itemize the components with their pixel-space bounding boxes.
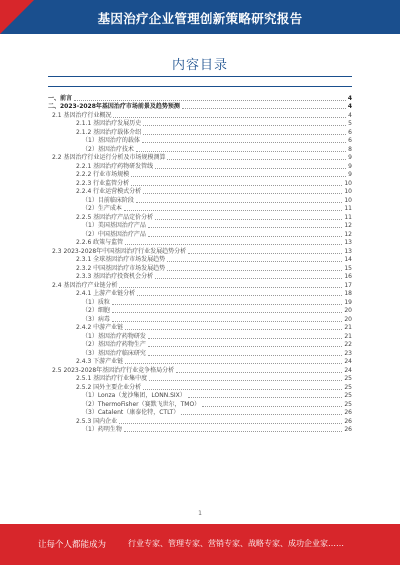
toc-leader-dots [202,406,342,407]
toc-entry[interactable] [48,417,352,426]
toc-entry[interactable] [48,409,352,418]
toc-entry[interactable] [48,426,352,435]
toc-entry-page: 11 [344,213,352,221]
toc-leader-dots [142,142,346,143]
toc-entry-page: 17 [344,281,352,289]
toc-leader-dots [188,397,343,398]
toc-entry-label: 2.3.3 基因治疗投资机会分析 [76,273,154,280]
toc-entry-label: （1）美国基因治疗产品 [82,222,146,229]
toc-entry-page: 21 [344,324,352,331]
toc-entry-label: （3）Catalent（康泰伦特，CTLT） [82,409,180,416]
toc-entry-label: （1）质粒 [82,298,110,306]
toc-title: 内容目录 [171,58,228,73]
toc-entry[interactable] [48,375,352,384]
toc-leader-dots [124,210,343,211]
toc-entry-label: 2.5 2023-2028年基因治疗行业竞争格局分析 [52,366,175,374]
toc-leader-dots [148,236,343,237]
toc-entry-page: 26 [344,409,352,416]
toc-entry[interactable] [48,213,352,222]
toc-entry-page: 9 [348,171,352,178]
toc-entry[interactable] [48,120,352,129]
toc-entry-page: 26 [344,426,352,433]
toc-leader-dots [148,227,343,228]
toc-entry[interactable] [48,154,352,163]
toc-entry-label: 2.2.3 行业监管分析 [76,179,130,187]
toc-leader-dots [176,372,342,373]
toc-entry-page: 4 [348,111,352,119]
toc-entry-label: （3）病毒 [82,315,110,323]
toc-entry[interactable] [48,341,352,350]
toc-entry[interactable] [48,94,352,103]
toc-entry-page: 6 [348,128,352,136]
footer-slogan-left: 让每个人都能成为 [38,540,107,550]
toc-entry-page: 19 [344,298,352,306]
toc-leader-dots [112,304,343,305]
toc-entry[interactable] [48,332,352,341]
toc-entry-page: 26 [344,417,352,425]
toc-leader-dots [131,185,342,186]
toc-entry-label: 2.4 基因治疗产业链分析 [52,281,118,289]
toc-leader-dots [182,108,346,109]
toc-entry-page: 13 [344,239,352,246]
toc-entry-label: 2.2.4 行业运营模式分析 [76,188,142,195]
toc-leader-dots [125,363,342,364]
toc-entry[interactable] [48,145,352,154]
toc-entry-label: 2.2.1 基因治疗药物研发管线 [76,162,154,170]
toc-leader-dots [74,100,346,101]
toc-entry[interactable] [48,162,352,171]
toc-entry[interactable] [48,188,352,197]
toc-leader-dots [155,219,342,220]
toc-leader-dots [155,168,346,169]
toc-entry-label: 2.3 2023-2028年中国基因治疗行业发展趋势分析 [52,247,187,255]
toc-entry-label: （2）中国基因治疗产品 [82,230,146,238]
toc-entry[interactable] [48,230,352,239]
toc-entry-page: 13 [344,247,352,255]
toc-leader-dots [112,312,343,313]
toc-leader-dots [113,117,346,118]
toc-entry-label: 2.2 基因治疗行业运行分析及市场规模测算 [52,154,166,161]
toc-leader-dots [143,389,342,390]
toc-entry[interactable] [48,222,352,231]
toc-entry-page: 18 [344,290,352,297]
toc-entry-label: 2.1.1 基因治疗发展历史 [76,120,142,127]
toc-entry-label: （1）基因治疗的载体 [82,137,140,144]
toc-entry[interactable] [48,366,352,375]
toc-entry[interactable] [48,103,352,112]
toc-entry-page: 16 [344,273,352,280]
toc-entry[interactable] [48,290,352,299]
toc-leader-dots [149,380,342,381]
toc-entry-label: （2）ThermoFisher（赛默飞世尔，TMO） [82,400,201,408]
footer-banner [0,524,400,565]
toc-entry-label: （1）药明生物 [82,426,122,433]
toc-leader-dots [148,355,343,356]
toc-leader-dots [136,202,343,203]
toc-entry[interactable] [48,358,352,367]
toc-entry-page: 8 [348,145,352,153]
toc-entry-page: 11 [344,205,352,212]
toc-entry-label: 2.1.2 基因治疗载体介绍 [76,128,142,136]
toc-entry[interactable] [48,383,352,392]
toc-entry[interactable] [48,264,352,273]
toc-entry[interactable] [48,247,352,256]
toc-entry-label: 2.4.3 下游产业链 [76,358,124,365]
toc-top-rule [48,76,352,77]
toc-leader-dots [167,261,342,262]
toc-leader-dots [148,338,343,339]
toc-entry[interactable] [48,281,352,290]
footer-slogan-right: 行业专家、管理专家、营销专家、战略专家、成功企业家…… [128,539,344,548]
toc-entry-page: 25 [344,400,352,408]
toc-entry-label: （2）基因治疗技术 [82,145,134,153]
toc-entry[interactable] [48,307,352,316]
toc-entry[interactable] [48,392,352,401]
toc-entry-page: 24 [344,358,352,365]
toc-entry[interactable] [48,171,352,180]
toc-entry[interactable] [48,324,352,333]
toc-entry[interactable] [48,179,352,188]
toc-leader-dots [124,431,343,432]
toc-entry[interactable] [48,315,352,324]
report-header [0,0,400,34]
toc-entry-page: 6 [348,137,352,144]
toc-entry-label: （1）Lonza（龙沙集团，LONN.SIX） [82,392,186,399]
toc-entry[interactable] [48,298,352,307]
toc-entry-page: 5 [348,120,352,127]
toc-entry-page: 10 [344,188,352,195]
toc-entry-label: 2.5.2 国外主要企业分析 [76,383,142,391]
toc-entry[interactable] [48,239,352,248]
toc-entry-label: （2）细胞 [82,307,110,314]
toc-leader-dots [188,253,342,254]
toc-entry-label: （1）目前临床阶段 [82,196,134,204]
toc-entry-label: 2.3.1 全球基因治疗市场发展趋势 [76,256,166,263]
toc-entry[interactable] [48,349,352,358]
toc-leader-dots [131,176,346,177]
toc-leader-dots [125,329,342,330]
toc-entry-page: 20 [344,307,352,314]
toc-leader-dots [125,244,342,245]
toc-entry-page: 10 [344,179,352,187]
toc-entry-label: 2.4.1 上游产业链分析 [76,290,136,297]
page-number: 1 [198,510,202,517]
toc-entry[interactable] [48,128,352,137]
toc-leader-dots [155,278,342,279]
toc-entry-page: 25 [344,392,352,399]
toc-entry-label: 2.5.1 基因治疗行业集中度 [76,375,148,382]
toc-leader-dots [137,295,342,296]
toc-entry[interactable] [48,400,352,409]
toc-entry-page: 9 [348,154,352,161]
toc-second-rule [48,86,352,87]
toc-entry-page: 25 [344,383,352,391]
toc-leader-dots [119,423,342,424]
toc-entry-label: 2.3.2 中国基因治疗市场发展趋势 [76,264,166,272]
toc-entry-label: 2.1 基因治疗行业概况 [52,111,112,119]
toc-leader-dots [143,193,342,194]
toc-entry-label: 2.5.3 国内企业 [76,417,118,425]
toc-leader-dots [136,151,346,152]
toc-entry-label: 2.2.5 基因治疗产品定价分析 [76,213,154,221]
toc-leader-dots [167,159,346,160]
toc-entry-label: （2）基因治疗药物生产 [82,341,146,348]
toc-entry-label: 二、2023-2028年基因治疗市场前景及趋势预测 [48,103,180,110]
toc-leader-dots [119,287,342,288]
toc-entry-page: 14 [344,256,352,263]
toc-leader-dots [143,125,346,126]
toc-entry-page: 4 [347,94,352,102]
toc-leader-dots [143,134,346,135]
toc-entry-page: 4 [347,103,352,110]
toc-entry-page: 22 [344,341,352,348]
toc-entry-label: （3）基因治疗临床研究 [82,349,146,357]
toc-entry-page: 24 [344,366,352,374]
toc-entry-page: 23 [344,349,352,357]
table-of-contents [48,94,352,434]
toc-entry-label: 2.4.2 中游产业链 [76,324,124,331]
toc-entry-label: 一、前言 [48,94,73,102]
toc-entry-page: 10 [344,196,352,204]
toc-entry[interactable] [48,137,352,146]
toc-entry[interactable] [48,205,352,214]
toc-entry[interactable] [48,256,352,265]
toc-entry[interactable] [48,111,352,120]
report-title: 基因治疗企业管理创新策略研究报告 [97,11,303,26]
toc-entry-label: 2.2.6 政策与监管 [76,239,124,246]
toc-leader-dots [181,414,342,415]
toc-entry-label: 2.2.2 行业市场规模 [76,171,130,178]
toc-entry-label: （1）基因治疗药物研发 [82,332,146,340]
toc-entry-page: 21 [344,332,352,340]
toc-entry-page: 9 [348,162,352,170]
toc-entry-page: 15 [344,264,352,272]
toc-leader-dots [148,346,343,347]
toc-entry-page: 12 [344,230,352,238]
toc-entry[interactable] [48,273,352,282]
toc-entry-page: 12 [344,222,352,229]
toc-entry-page: 25 [344,375,352,382]
toc-leader-dots [112,321,343,322]
toc-leader-dots [167,270,342,271]
toc-entry-page: 20 [344,315,352,323]
toc-entry[interactable] [48,196,352,205]
toc-entry-label: （2）生产成本 [82,205,122,212]
